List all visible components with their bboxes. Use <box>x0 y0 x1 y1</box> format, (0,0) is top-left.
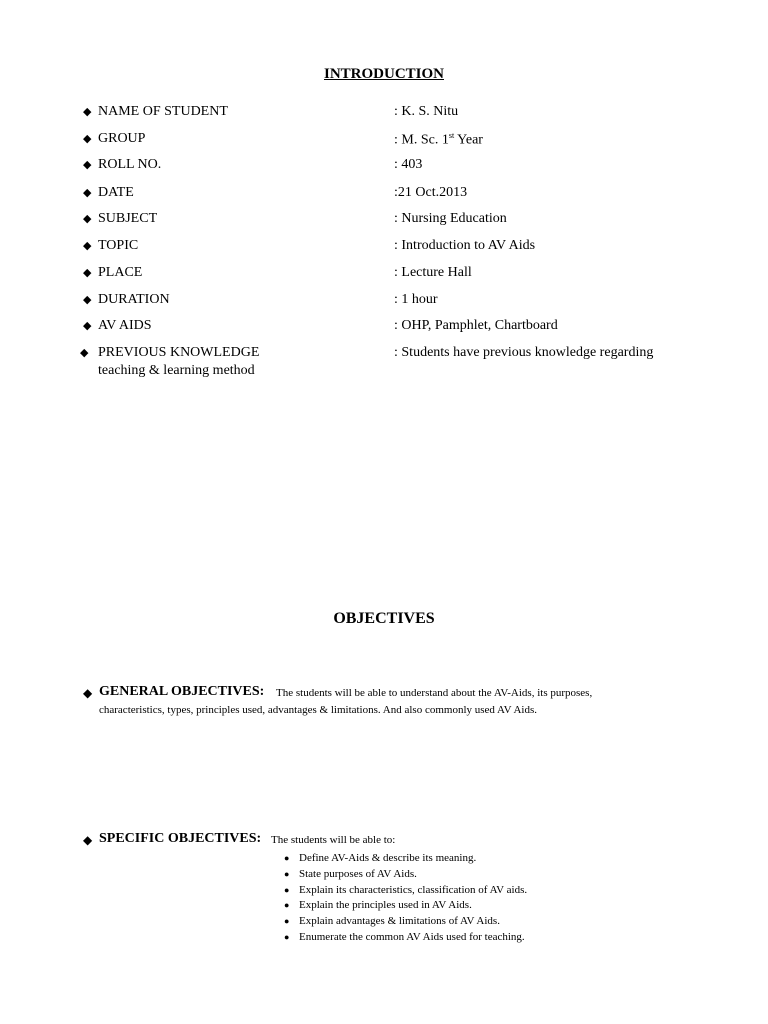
row-value: : 403 <box>394 157 423 172</box>
general-objectives-heading: GENERAL OBJECTIVES: <box>99 684 265 699</box>
diamond-bullet-icon: ◆ <box>83 133 92 145</box>
diamond-bullet-icon: ◆ <box>83 187 92 199</box>
row-label: DATE <box>98 185 134 200</box>
diamond-bullet-icon: ◆ <box>83 686 93 700</box>
list-item <box>284 867 527 883</box>
diamond-bullet-icon: ◆ <box>83 240 92 252</box>
list-item-text: State purposes of AV Aids. <box>299 867 417 880</box>
info-row-duration <box>83 292 703 312</box>
list-item <box>284 914 527 930</box>
diamond-bullet-icon: ◆ <box>83 106 92 118</box>
general-objectives-text-continued: characteristics, types, principles used, advantages & limitations. And also commonly used AV Aids. <box>99 704 538 716</box>
row-value-tail: Year <box>454 132 483 148</box>
row-label-continuation: teaching & learning method <box>98 363 255 378</box>
specific-objectives-heading: SPECIFIC OBJECTIVES: <box>99 831 262 846</box>
row-value: : Students have previous knowledge regarding <box>394 345 654 360</box>
list-item-text: Explain advantages & limitations of AV Aids. <box>299 915 500 928</box>
info-row-group <box>83 131 703 151</box>
specific-objectives-list <box>284 851 527 946</box>
row-label: TOPIC <box>98 238 139 253</box>
info-row-previous-knowledge <box>80 345 700 378</box>
row-value: : Lecture Hall <box>394 265 472 280</box>
round-bullet-icon: ● <box>284 853 290 863</box>
row-value: : Introduction to AV Aids <box>394 238 536 253</box>
list-item <box>284 851 527 867</box>
round-bullet-icon: ● <box>284 868 290 879</box>
round-bullet-icon: ● <box>284 916 290 927</box>
info-row-name <box>83 104 703 124</box>
diamond-bullet-icon: ◆ <box>83 267 92 279</box>
row-value <box>394 131 483 149</box>
diamond-bullet-icon: ◆ <box>83 213 92 225</box>
row-label: ROLL NO. <box>98 157 162 172</box>
row-label: NAME OF STUDENT <box>98 104 228 119</box>
list-item-text: Enumerate the common AV Aids used for teaching. <box>299 930 525 943</box>
row-value: : OHP, Pamphlet, Chartboard <box>394 318 558 333</box>
list-item <box>284 930 527 946</box>
introduction-heading: INTRODUCTION <box>323 66 444 82</box>
row-label: AV AIDS <box>98 318 152 333</box>
row-label: PREVIOUS KNOWLEDGE <box>98 345 260 360</box>
row-value: : 1 hour <box>394 292 438 307</box>
list-item <box>284 898 527 914</box>
row-value-main: : M. Sc. 1 <box>394 132 449 148</box>
row-value: : K. S. Nitu <box>394 104 459 119</box>
info-row-av-aids <box>83 318 703 338</box>
objectives-heading: OBJECTIVES <box>333 610 435 627</box>
info-row-roll-no <box>83 157 703 177</box>
row-label: PLACE <box>98 265 143 280</box>
info-row-subject <box>83 211 703 231</box>
row-value: : Nursing Education <box>394 211 507 226</box>
round-bullet-icon: ● <box>284 931 290 942</box>
diamond-bullet-icon: ◆ <box>83 320 92 332</box>
row-value-superscript: st <box>448 131 455 140</box>
specific-objectives-intro: The students will be able to: <box>271 834 396 846</box>
info-row-topic <box>83 238 703 258</box>
list-item-text: Explain its characteristics, classification of AV aids. <box>299 883 528 896</box>
list-item-text: Define AV-Aids & describe its meaning. <box>299 852 477 864</box>
list-item <box>284 883 527 899</box>
diamond-bullet-icon: ◆ <box>83 159 92 171</box>
round-bullet-icon: ● <box>284 900 290 911</box>
diamond-bullet-icon: ◆ <box>80 347 89 359</box>
general-objectives-text: The students will be able to understand about the AV-Aids, its purposes, <box>276 687 593 699</box>
round-bullet-icon: ● <box>284 884 290 895</box>
diamond-bullet-icon: ◆ <box>83 294 92 306</box>
row-label: SUBJECT <box>98 211 158 226</box>
row-label: DURATION <box>98 292 170 307</box>
row-value: :21 Oct.2013 <box>394 185 468 200</box>
row-label: GROUP <box>98 131 146 146</box>
list-item-text: Explain the principles used in AV Aids. <box>299 899 472 912</box>
info-row-place <box>83 265 703 285</box>
info-row-date <box>83 185 703 205</box>
diamond-bullet-icon: ◆ <box>83 833 93 847</box>
